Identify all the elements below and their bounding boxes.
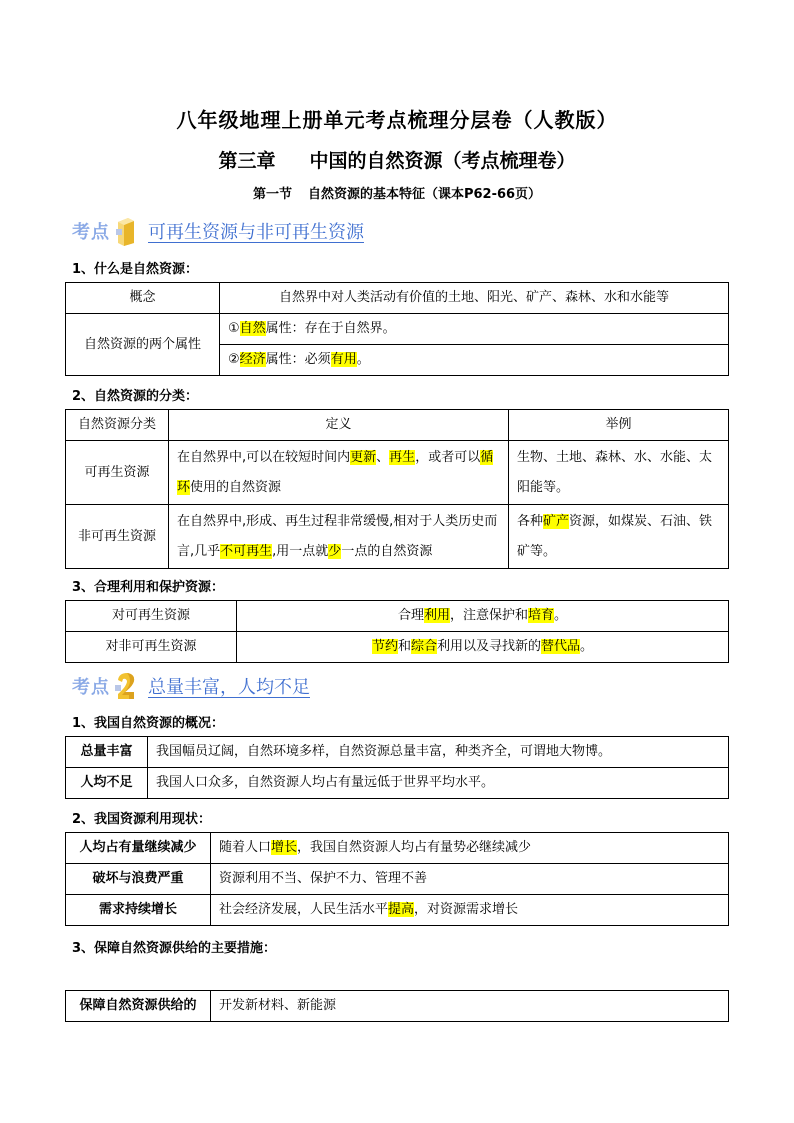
renewable-label: 可再生资源 — [66, 441, 169, 505]
chapter-number: 第三章 — [218, 150, 276, 172]
nonrenewable-use-label: 对非可再生资源 — [66, 632, 237, 663]
protection-table — [65, 600, 729, 663]
section-2-heading: 2、自然资源的分类： — [72, 389, 199, 404]
renewable-use-text: 合理利用，注意保护和培育。 — [237, 601, 729, 632]
nonrenewable-definition: 在自然界中,形成、再生过程非常缓慢,相对于人类历史而言,几乎不可再生,用一点就少一点的自然资源 — [169, 505, 509, 569]
per-capita-label: 人均不足 — [66, 768, 148, 799]
natural-resource-table — [65, 282, 729, 376]
col-header-class: 自然资源分类 — [66, 410, 169, 441]
number-2-icon — [114, 671, 138, 701]
kaodian-label: 考点 — [72, 677, 110, 698]
concept-label: 概念 — [66, 283, 220, 314]
waste-text: 资源利用不当、保护不力、管理不善 — [211, 864, 729, 895]
kaodian-1-banner — [72, 215, 364, 247]
col-header-definition: 定义 — [169, 410, 509, 441]
status-table — [65, 832, 729, 926]
decreasing-text: 随着人口增长，我国自然资源人均占有量势必继续减少 — [211, 833, 729, 864]
kaodian-2-title: 总量丰富，人均不足 — [148, 677, 310, 698]
kaodian-label: 考点 — [72, 222, 110, 243]
attributes-label: 自然资源的两个属性 — [66, 314, 220, 376]
kaodian-1-title: 可再生资源与非可再生资源 — [148, 222, 364, 243]
natural-attribute-text: ①自然属性：存在于自然界。 — [220, 314, 729, 345]
nonrenewable-example: 各种矿产资源，如煤炭、石油、铁矿等。 — [509, 505, 729, 569]
nonrenewable-label: 非可再生资源 — [66, 505, 169, 569]
kaodian-2-banner — [72, 670, 310, 702]
demand-label: 需求持续增长 — [66, 895, 211, 926]
concept-text: 自然界中对人类活动有价值的土地、阳光、矿产、森林、水和水能等 — [220, 283, 729, 314]
col-header-example: 举例 — [509, 410, 729, 441]
chapter-title: 中国的自然资源（考点梳理卷） — [309, 150, 576, 172]
document-title: 八年级地理上册单元考点梳理分层卷（人教版） — [176, 108, 618, 132]
demand-text: 社会经济发展，人民生活水平提高，对资源需求增长 — [211, 895, 729, 926]
overview-table — [65, 736, 729, 799]
per-capita-text: 我国人口众多，自然资源人均占有量远低于世界平均水平。 — [148, 768, 729, 799]
waste-label: 破坏与浪费严重 — [66, 864, 211, 895]
renewable-definition: 在自然界中,可以在较短时间内更新、再生，或者可以循环使用的自然资源 — [169, 441, 509, 505]
section-number: 第一节 — [252, 187, 292, 202]
section-title: 自然资源的基本特征（课本P62-66页） — [307, 187, 542, 202]
measures-text: 开发新材料、新能源 — [211, 991, 729, 1022]
chapter-heading — [0, 146, 794, 173]
nonrenewable-use-text: 节约和综合利用以及寻找新的替代品。 — [237, 632, 729, 663]
section-heading — [0, 183, 794, 202]
decreasing-label: 人均占有量继续减少 — [66, 833, 211, 864]
number-1-icon — [114, 216, 138, 246]
section-5-heading: 2、我国资源利用现状： — [72, 812, 212, 827]
section-3-heading: 3、合理利用和保护资源： — [72, 580, 225, 595]
section-1-heading: 1、什么是自然资源： — [72, 262, 199, 277]
measures-table — [65, 990, 729, 1022]
section-4-heading: 1、我国自然资源的概况： — [72, 716, 225, 731]
total-rich-text: 我国幅员辽阔，自然环境多样，自然资源总量丰富，种类齐全，可谓地大物博。 — [148, 737, 729, 768]
total-rich-label: 总量丰富 — [66, 737, 148, 768]
measures-label: 保障自然资源供给的 — [66, 991, 211, 1022]
section-6-heading: 3、保障自然资源供给的主要措施： — [72, 941, 277, 956]
renewable-use-label: 对可再生资源 — [66, 601, 237, 632]
classification-table — [65, 409, 729, 569]
renewable-example: 生物、土地、森林、水、水能、太阳能等。 — [509, 441, 729, 505]
economic-attribute-text: ②经济属性：必须有用。 — [220, 345, 729, 376]
